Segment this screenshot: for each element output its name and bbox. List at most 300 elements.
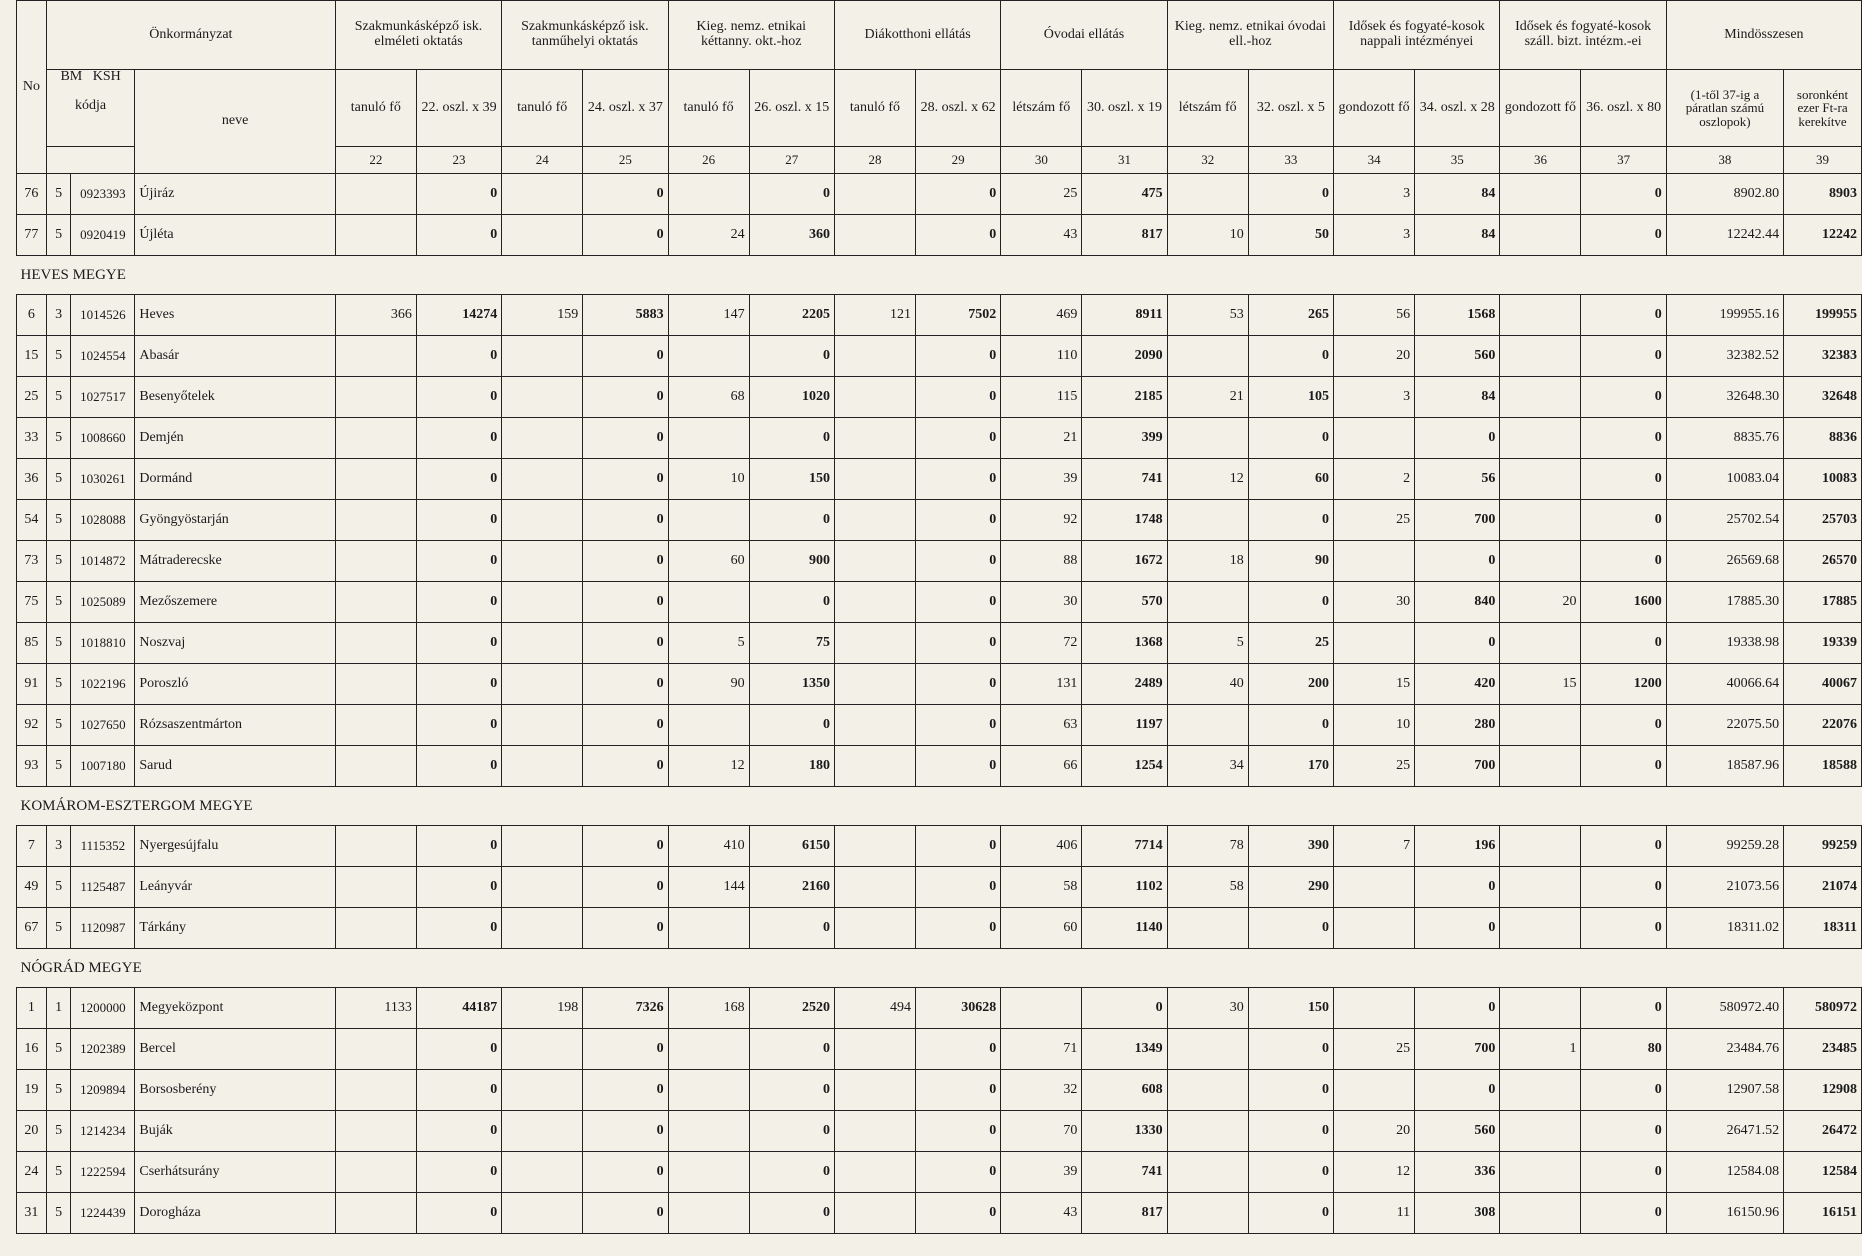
- cell-col-37: 0: [1581, 826, 1666, 867]
- cell-col-33: 0: [1248, 1193, 1333, 1234]
- cell-col-39: 8836: [1784, 418, 1862, 459]
- cell-col-30: 406: [1001, 826, 1082, 867]
- cell-ksh-code: 1115352: [71, 826, 135, 867]
- cell-col-37: 0: [1581, 418, 1666, 459]
- cell-col-39: 99259: [1784, 826, 1862, 867]
- cell-col-25: 0: [583, 541, 668, 582]
- cell-col-25: 0: [583, 377, 668, 418]
- cell-col-22: [335, 705, 416, 746]
- cell-col-38: 32648.30: [1666, 377, 1783, 418]
- cell-col-32: [1167, 908, 1248, 949]
- cell-col-29: 0: [915, 215, 1000, 256]
- cell-col-22: [335, 623, 416, 664]
- cell-col-39: 40067: [1784, 664, 1862, 705]
- cell-col-32: 58: [1167, 867, 1248, 908]
- header-onkormanyzat: Önkormányzat: [46, 1, 335, 70]
- cell-col-31: 1254: [1082, 746, 1167, 787]
- cell-name: Rózsaszentmárton: [135, 705, 335, 746]
- cell-bm: 5: [46, 377, 71, 418]
- cell-col-27: 0: [749, 1111, 834, 1152]
- cell-col-25: 7326: [583, 988, 668, 1029]
- cell-col-28: [834, 623, 915, 664]
- table-row: [17, 746, 1862, 787]
- cell-col-28: [834, 459, 915, 500]
- cell-col-23: 0: [416, 623, 501, 664]
- cell-no: 25: [17, 377, 47, 418]
- cell-col-33: 90: [1248, 541, 1333, 582]
- cell-col-22: [335, 541, 416, 582]
- cell-col-24: [502, 826, 583, 867]
- cell-col-22: [335, 867, 416, 908]
- cell-col-22: [335, 1111, 416, 1152]
- header-colnum-36: 36: [1500, 147, 1581, 174]
- cell-col-31: 1330: [1082, 1111, 1167, 1152]
- cell-col-30: 92: [1001, 500, 1082, 541]
- cell-ksh-code: 1030261: [71, 459, 135, 500]
- cell-col-33: 0: [1248, 418, 1333, 459]
- cell-col-36: 20: [1500, 582, 1581, 623]
- cell-col-27: 0: [749, 500, 834, 541]
- cell-col-39: 12242: [1784, 215, 1862, 256]
- cell-col-33: 200: [1248, 664, 1333, 705]
- header-sub-5: tanuló fő: [668, 70, 749, 147]
- header-kodja: kódja: [75, 98, 107, 114]
- cell-col-26: 90: [668, 664, 749, 705]
- cell-col-29: 0: [915, 746, 1000, 787]
- cell-col-37: 0: [1581, 377, 1666, 418]
- cell-no: 67: [17, 908, 47, 949]
- cell-col-32: 34: [1167, 746, 1248, 787]
- cell-bm: 5: [46, 1152, 71, 1193]
- cell-col-39: 580972: [1784, 988, 1862, 1029]
- cell-col-31: 2489: [1082, 664, 1167, 705]
- cell-col-25: 0: [583, 174, 668, 215]
- header-colnum-26: 26: [668, 147, 749, 174]
- cell-col-25: 0: [583, 1070, 668, 1111]
- cell-col-30: 70: [1001, 1111, 1082, 1152]
- cell-col-30: 88: [1001, 541, 1082, 582]
- cell-col-26: [668, 1111, 749, 1152]
- cell-col-28: [834, 582, 915, 623]
- cell-col-33: 0: [1248, 705, 1333, 746]
- cell-col-31: 8911: [1082, 295, 1167, 336]
- cell-col-33: 0: [1248, 500, 1333, 541]
- cell-col-36: [1500, 1152, 1581, 1193]
- county-section-row: [17, 787, 1862, 826]
- cell-col-31: 475: [1082, 174, 1167, 215]
- cell-name: Tárkány: [135, 908, 335, 949]
- cell-col-34: 20: [1334, 336, 1415, 377]
- cell-ksh-code: 1024554: [71, 336, 135, 377]
- cell-col-25: 0: [583, 705, 668, 746]
- cell-name: Bercel: [135, 1029, 335, 1070]
- cell-col-22: [335, 1193, 416, 1234]
- cell-col-37: 1200: [1581, 664, 1666, 705]
- cell-col-33: 50: [1248, 215, 1333, 256]
- table-row: [17, 215, 1862, 256]
- cell-col-38: 16150.96: [1666, 1193, 1783, 1234]
- cell-col-24: [502, 582, 583, 623]
- header-group-1: Szakmunkásképző isk. elméleti oktatás: [335, 1, 501, 70]
- cell-col-26: 10: [668, 459, 749, 500]
- cell-col-34: [1334, 418, 1415, 459]
- header-colnum-33: 33: [1248, 147, 1333, 174]
- cell-col-39: 21074: [1784, 867, 1862, 908]
- cell-col-27: 1350: [749, 664, 834, 705]
- header-sub-18: soronként ezer Ft-ra kerekítve: [1784, 70, 1862, 147]
- cell-name: Újiráz: [135, 174, 335, 215]
- cell-col-26: 24: [668, 215, 749, 256]
- cell-col-35: 560: [1415, 1111, 1500, 1152]
- header-sub-17: (1-től 37-ig a páratlan számú oszlopok): [1666, 70, 1783, 147]
- cell-col-22: 366: [335, 295, 416, 336]
- cell-name: Gyöngyöstarján: [135, 500, 335, 541]
- cell-col-24: [502, 377, 583, 418]
- cell-no: 6: [17, 295, 47, 336]
- cell-col-37: 0: [1581, 623, 1666, 664]
- cell-col-25: 0: [583, 459, 668, 500]
- cell-col-36: [1500, 418, 1581, 459]
- cell-col-38: 32382.52: [1666, 336, 1783, 377]
- cell-col-32: [1167, 500, 1248, 541]
- cell-col-28: [834, 215, 915, 256]
- cell-col-22: [335, 582, 416, 623]
- cell-bm: 5: [46, 582, 71, 623]
- table-row: [17, 623, 1862, 664]
- cell-col-25: 0: [583, 1029, 668, 1070]
- table-row: [17, 1111, 1862, 1152]
- header-sub-7: tanuló fő: [834, 70, 915, 147]
- cell-col-39: 12908: [1784, 1070, 1862, 1111]
- table-row: [17, 459, 1862, 500]
- table-row: [17, 908, 1862, 949]
- cell-no: 1: [17, 988, 47, 1029]
- cell-col-23: 0: [416, 418, 501, 459]
- cell-bm: 3: [46, 826, 71, 867]
- cell-col-25: 0: [583, 418, 668, 459]
- cell-bm: 5: [46, 1193, 71, 1234]
- cell-col-32: 40: [1167, 664, 1248, 705]
- cell-col-29: 0: [915, 336, 1000, 377]
- cell-col-33: 25: [1248, 623, 1333, 664]
- cell-col-26: [668, 705, 749, 746]
- header-colnum-30: 30: [1001, 147, 1082, 174]
- cell-col-27: 900: [749, 541, 834, 582]
- header-group-9: Mindösszesen: [1666, 1, 1861, 70]
- cell-no: 93: [17, 746, 47, 787]
- cell-col-32: 53: [1167, 295, 1248, 336]
- cell-col-22: [335, 336, 416, 377]
- cell-name: Heves: [135, 295, 335, 336]
- cell-col-38: 12907.58: [1666, 1070, 1783, 1111]
- cell-col-24: [502, 1029, 583, 1070]
- cell-col-24: [502, 215, 583, 256]
- table-body: [17, 174, 1862, 1234]
- cell-no: 91: [17, 664, 47, 705]
- cell-bm: 5: [46, 664, 71, 705]
- cell-col-27: 0: [749, 908, 834, 949]
- cell-col-35: 336: [1415, 1152, 1500, 1193]
- cell-col-35: 84: [1415, 215, 1500, 256]
- cell-col-27: 0: [749, 582, 834, 623]
- cell-col-37: 80: [1581, 1029, 1666, 1070]
- table-row: [17, 541, 1862, 582]
- cell-col-33: 150: [1248, 988, 1333, 1029]
- cell-col-22: [335, 1152, 416, 1193]
- header-bm: BM: [60, 69, 83, 84]
- header-neve: neve: [135, 70, 335, 174]
- cell-col-29: 0: [915, 541, 1000, 582]
- cell-col-39: 26472: [1784, 1111, 1862, 1152]
- cell-col-39: 18588: [1784, 746, 1862, 787]
- cell-col-34: [1334, 1070, 1415, 1111]
- cell-col-32: [1167, 705, 1248, 746]
- cell-col-35: 0: [1415, 1070, 1500, 1111]
- cell-col-24: [502, 418, 583, 459]
- cell-col-31: 2185: [1082, 377, 1167, 418]
- cell-col-35: 560: [1415, 336, 1500, 377]
- cell-col-26: 68: [668, 377, 749, 418]
- cell-col-38: 8902.80: [1666, 174, 1783, 215]
- cell-no: 19: [17, 1070, 47, 1111]
- cell-no: 31: [17, 1193, 47, 1234]
- cell-col-27: 6150: [749, 826, 834, 867]
- cell-col-34: [1334, 908, 1415, 949]
- cell-col-29: 7502: [915, 295, 1000, 336]
- cell-col-30: 21: [1001, 418, 1082, 459]
- cell-col-27: 0: [749, 1152, 834, 1193]
- cell-col-26: [668, 1029, 749, 1070]
- cell-no: 33: [17, 418, 47, 459]
- cell-col-33: 290: [1248, 867, 1333, 908]
- cell-bm: 5: [46, 1111, 71, 1152]
- cell-col-22: [335, 215, 416, 256]
- cell-col-31: 1140: [1082, 908, 1167, 949]
- cell-col-36: [1500, 988, 1581, 1029]
- cell-name: Borsosberény: [135, 1070, 335, 1111]
- cell-col-22: [335, 377, 416, 418]
- cell-col-31: 1102: [1082, 867, 1167, 908]
- cell-col-32: 5: [1167, 623, 1248, 664]
- cell-col-39: 12584: [1784, 1152, 1862, 1193]
- cell-col-38: 580972.40: [1666, 988, 1783, 1029]
- header-sub-8: 28. oszl. x 62: [915, 70, 1000, 147]
- cell-col-29: 0: [915, 664, 1000, 705]
- header-group-5: Óvodai ellátás: [1001, 1, 1167, 70]
- table-row: [17, 705, 1862, 746]
- cell-col-29: 0: [915, 705, 1000, 746]
- cell-col-27: 0: [749, 1193, 834, 1234]
- cell-col-35: 700: [1415, 500, 1500, 541]
- header-sub-9: létszám fő: [1001, 70, 1082, 147]
- cell-col-37: 0: [1581, 1111, 1666, 1152]
- cell-bm: 1: [46, 988, 71, 1029]
- cell-col-31: 1368: [1082, 623, 1167, 664]
- cell-col-32: 10: [1167, 215, 1248, 256]
- cell-col-24: [502, 746, 583, 787]
- cell-bm: 5: [46, 1070, 71, 1111]
- cell-col-28: 494: [834, 988, 915, 1029]
- cell-ksh-code: 1200000: [71, 988, 135, 1029]
- cell-col-36: [1500, 867, 1581, 908]
- cell-col-28: [834, 377, 915, 418]
- cell-col-36: [1500, 336, 1581, 377]
- header-colnum-27: 27: [749, 147, 834, 174]
- cell-col-24: 159: [502, 295, 583, 336]
- cell-col-37: 0: [1581, 174, 1666, 215]
- cell-col-26: 168: [668, 988, 749, 1029]
- cell-col-35: 0: [1415, 908, 1500, 949]
- budget-table: [16, 0, 1862, 1234]
- header-sub-13: gondozott fő: [1334, 70, 1415, 147]
- cell-col-33: 0: [1248, 908, 1333, 949]
- cell-col-27: 180: [749, 746, 834, 787]
- cell-col-26: [668, 1070, 749, 1111]
- cell-col-26: [668, 908, 749, 949]
- cell-col-36: [1500, 215, 1581, 256]
- cell-col-34: 25: [1334, 500, 1415, 541]
- cell-col-36: [1500, 705, 1581, 746]
- cell-bm: 5: [46, 418, 71, 459]
- cell-col-22: [335, 664, 416, 705]
- header-sub-4: 24. oszl. x 37: [583, 70, 668, 147]
- cell-col-24: [502, 664, 583, 705]
- cell-col-36: [1500, 1111, 1581, 1152]
- cell-bm: 5: [46, 215, 71, 256]
- cell-col-28: [834, 1029, 915, 1070]
- cell-col-38: 40066.64: [1666, 664, 1783, 705]
- cell-col-26: 60: [668, 541, 749, 582]
- cell-col-38: 10083.04: [1666, 459, 1783, 500]
- county-heading: NÓGRÁD MEGYE: [17, 949, 1862, 988]
- cell-col-37: 0: [1581, 459, 1666, 500]
- cell-col-34: 3: [1334, 377, 1415, 418]
- header-sub-2: 22. oszl. x 39: [416, 70, 501, 147]
- cell-col-38: 26471.52: [1666, 1111, 1783, 1152]
- cell-col-24: [502, 174, 583, 215]
- cell-col-39: 26570: [1784, 541, 1862, 582]
- cell-bm: 5: [46, 1029, 71, 1070]
- cell-name: Poroszló: [135, 664, 335, 705]
- cell-col-28: [834, 541, 915, 582]
- cell-col-32: 21: [1167, 377, 1248, 418]
- cell-col-25: 0: [583, 826, 668, 867]
- header-group-6: Kieg. nemz. etnikai óvodai ell.-hoz: [1167, 1, 1333, 70]
- header-colnum-22: 22: [335, 147, 416, 174]
- cell-ksh-code: 1018810: [71, 623, 135, 664]
- cell-col-35: 84: [1415, 174, 1500, 215]
- cell-col-23: 0: [416, 867, 501, 908]
- cell-col-38: 8835.76: [1666, 418, 1783, 459]
- header-group-2: Szakmunkásképző isk. tanműhelyi oktatás: [502, 1, 668, 70]
- cell-col-26: 12: [668, 746, 749, 787]
- cell-col-36: [1500, 541, 1581, 582]
- cell-col-28: 121: [834, 295, 915, 336]
- cell-col-35: 0: [1415, 541, 1500, 582]
- cell-col-35: 0: [1415, 623, 1500, 664]
- cell-col-29: 0: [915, 826, 1000, 867]
- cell-col-38: 12584.08: [1666, 1152, 1783, 1193]
- cell-col-28: [834, 1152, 915, 1193]
- header-colnum-24: 24: [502, 147, 583, 174]
- cell-ksh-code: 1022196: [71, 664, 135, 705]
- cell-col-31: 741: [1082, 459, 1167, 500]
- table-row: [17, 664, 1862, 705]
- cell-col-30: 469: [1001, 295, 1082, 336]
- cell-ksh-code: 1125487: [71, 867, 135, 908]
- cell-ksh-code: 1027650: [71, 705, 135, 746]
- cell-col-32: [1167, 1193, 1248, 1234]
- cell-col-26: 5: [668, 623, 749, 664]
- header-colnum-32: 32: [1167, 147, 1248, 174]
- cell-bm: 5: [46, 336, 71, 377]
- cell-bm: 5: [46, 500, 71, 541]
- cell-col-32: [1167, 418, 1248, 459]
- cell-col-26: [668, 174, 749, 215]
- cell-no: 92: [17, 705, 47, 746]
- cell-col-30: 110: [1001, 336, 1082, 377]
- cell-col-32: 18: [1167, 541, 1248, 582]
- cell-col-39: 19339: [1784, 623, 1862, 664]
- cell-col-33: 0: [1248, 1029, 1333, 1070]
- cell-col-23: 14274: [416, 295, 501, 336]
- cell-col-35: 56: [1415, 459, 1500, 500]
- cell-col-28: [834, 418, 915, 459]
- cell-col-23: 0: [416, 541, 501, 582]
- cell-col-27: 360: [749, 215, 834, 256]
- cell-col-26: [668, 1152, 749, 1193]
- header-group-3: Kieg. nemz. etnikai kéttanny. okt.-hoz: [668, 1, 834, 70]
- cell-col-27: 1020: [749, 377, 834, 418]
- table-row: [17, 1152, 1862, 1193]
- cell-col-23: 0: [416, 1029, 501, 1070]
- cell-col-29: 0: [915, 174, 1000, 215]
- cell-col-36: [1500, 746, 1581, 787]
- table-row: [17, 377, 1862, 418]
- cell-col-39: 199955: [1784, 295, 1862, 336]
- cell-bm: 5: [46, 623, 71, 664]
- cell-col-37: 0: [1581, 908, 1666, 949]
- cell-col-35: 700: [1415, 1029, 1500, 1070]
- cell-col-25: 0: [583, 664, 668, 705]
- cell-name: Nyergesújfalu: [135, 826, 335, 867]
- cell-col-34: 12: [1334, 1152, 1415, 1193]
- cell-col-30: 25: [1001, 174, 1082, 215]
- cell-col-24: [502, 623, 583, 664]
- cell-name: Dormánd: [135, 459, 335, 500]
- cell-col-30: 66: [1001, 746, 1082, 787]
- header-colnum-25: 25: [583, 147, 668, 174]
- cell-col-22: [335, 174, 416, 215]
- cell-col-24: [502, 500, 583, 541]
- cell-col-34: 11: [1334, 1193, 1415, 1234]
- cell-col-27: 0: [749, 705, 834, 746]
- cell-name: Cserhátsurány: [135, 1152, 335, 1193]
- cell-col-29: 0: [915, 377, 1000, 418]
- header-colnum-39: 39: [1784, 147, 1862, 174]
- cell-col-39: 32383: [1784, 336, 1862, 377]
- cell-ksh-code: 1214234: [71, 1111, 135, 1152]
- cell-col-30: 30: [1001, 582, 1082, 623]
- cell-col-31: 7714: [1082, 826, 1167, 867]
- cell-no: 85: [17, 623, 47, 664]
- cell-col-38: 26569.68: [1666, 541, 1783, 582]
- cell-col-31: 741: [1082, 1152, 1167, 1193]
- cell-col-34: [1334, 988, 1415, 1029]
- cell-col-34: 20: [1334, 1111, 1415, 1152]
- cell-col-33: 0: [1248, 1111, 1333, 1152]
- cell-col-35: 700: [1415, 746, 1500, 787]
